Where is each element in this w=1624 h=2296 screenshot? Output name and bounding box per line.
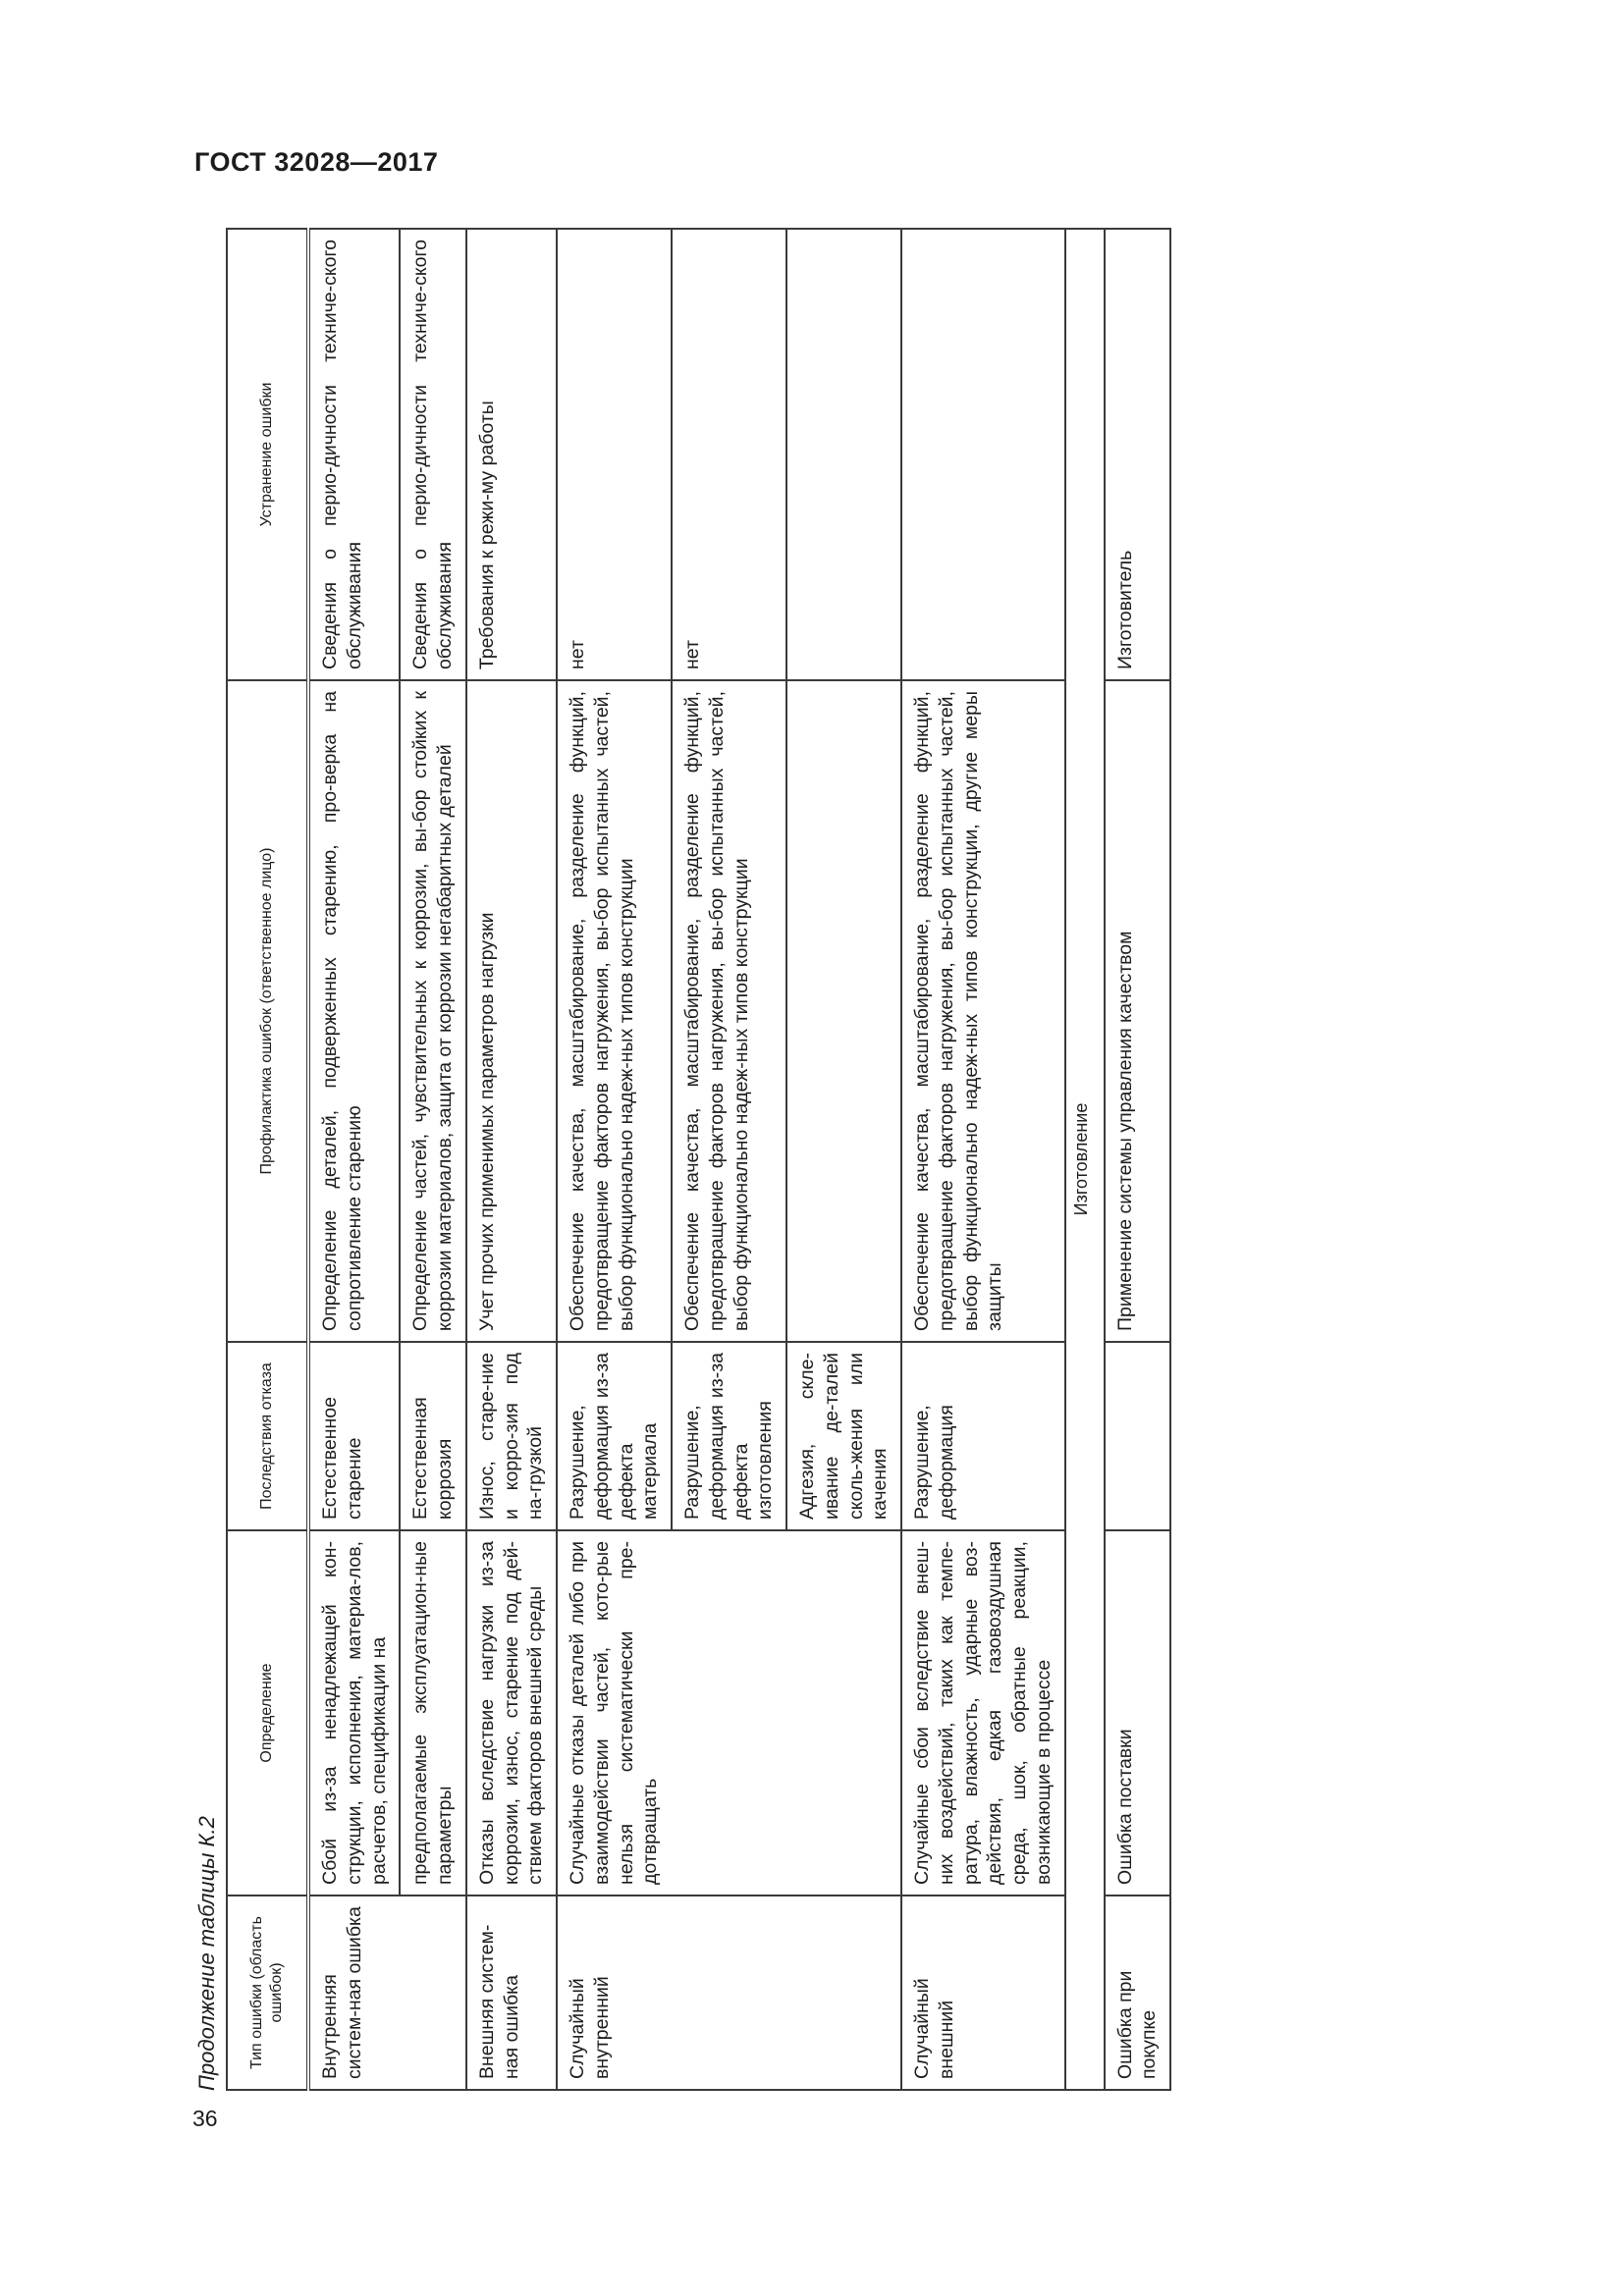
table-caption: Продолжение таблицы К.2 [194, 1816, 219, 2091]
cell-elimination: Изготовитель [1105, 229, 1171, 680]
header-prevention: Профилактика ошибок (ответственное лицо) [227, 680, 308, 1342]
cell-elimination [786, 229, 901, 680]
table-header-row [227, 229, 308, 2090]
failure-table [226, 228, 1171, 2091]
cell-elimination: нет [557, 229, 672, 680]
header-error-type: Тип ошибки (область ошибок) [227, 1896, 308, 2090]
cell-elimination: Сведения о перио-дичности техниче-ского обслуживания [308, 229, 400, 680]
cell-prevention: Обеспечение качества, масштабирование, разделение функций, предотвращение факторов нагружения, вы-бор испытанных частей, выбор функционально надеж-ных типов конструкции [557, 680, 672, 1342]
cell-consequence: Разрушение, деформация из-за дефекта изготовления [672, 1342, 786, 1530]
table-row [400, 229, 466, 2090]
cell-consequence: Разрушение, деформация из-за дефекта материала [557, 1342, 672, 1530]
cell-consequence: Разрушение, деформация [901, 1342, 1065, 1530]
table-row [557, 229, 672, 2090]
cell-definition: предполагаемые эксплуатацион-ные параметры [400, 1530, 466, 1896]
cell-consequence [1105, 1342, 1171, 1530]
cell-definition: Ошибка поставки [1105, 1530, 1171, 1896]
table-section-row [1065, 229, 1105, 2090]
cell-elimination: нет [672, 229, 786, 680]
cell-error-type: Ошибка при покупке [1105, 1896, 1171, 2090]
cell-consequence: Естественная коррозия [400, 1342, 466, 1530]
table-row [1105, 229, 1171, 2090]
cell-error-type: Внутренняя систем-ная ошибка [308, 1896, 466, 2090]
cell-error-type: Случайный внешний [901, 1896, 1065, 2090]
table-row [466, 229, 557, 2090]
cell-consequence: Естественное старение [308, 1342, 400, 1530]
cell-consequence: Адгезия, скле-ивание де-талей сколь-жения или качения [786, 1342, 901, 1530]
header-elimination: Устранение ошибки [227, 229, 308, 680]
cell-definition: Случайные отказы деталей либо при взаимодействии частей, кото-рые нельзя систематически пре-дотвращать [557, 1530, 901, 1896]
cell-prevention: Учет прочих применимых параметров нагрузки [466, 680, 557, 1342]
cell-prevention: Обеспечение качества, масштабирование, разделение функций, предотвращение факторов нагружения, вы-бор испытанных частей, выбор функционально надеж-ных типов конструкции [672, 680, 786, 1342]
document-title: ГОСТ 32028—2017 [194, 147, 439, 177]
cell-elimination: Сведения о перио-дичности техниче-ского обслуживания [400, 229, 466, 680]
cell-prevention [786, 680, 901, 1342]
cell-consequence: Износ, старе-ние и корро-зия под на-грузкой [466, 1342, 557, 1530]
header-consequence: Последствия отказа [227, 1342, 308, 1530]
cell-error-type: Внешняя систем-ная ошибка [466, 1896, 557, 2090]
cell-error-type: Случайный внутренний [557, 1896, 901, 2090]
table-row [308, 229, 400, 2090]
cell-prevention: Применение системы управления качеством [1105, 680, 1171, 1342]
header-definition: Определение [227, 1530, 308, 1896]
table-row [901, 229, 1065, 2090]
cell-elimination [901, 229, 1065, 680]
cell-definition: Отказы вследствие нагрузки из-за коррозии, износ, старение под дей-ствием факторов внешней среды [466, 1530, 557, 1896]
cell-definition: Сбой из-за ненадлежащей кон-струкции, исполнения, материа-лов, расчетов, спецификации на [308, 1530, 400, 1896]
cell-definition: Случайные сбои вследствие внеш-них воздействий, таких как темпе-ратура, влажность, ударные воз-действия, едкая газовоздушная среда, шок, обратные реакции, возникающие в процессе [901, 1530, 1065, 1896]
cell-prevention: Обеспечение качества, масштабирование, разделение функций, предотвращение факторов нагружения, вы-бор испытанных частей, выбор функционально надеж-ных типов конструкции, другие меры защиты [901, 680, 1065, 1342]
cell-prevention: Определение деталей, подверженных старению, про-верка на сопротивление старению [308, 680, 400, 1342]
page-number: 36 [192, 2106, 218, 2131]
rotated-table-block [187, 226, 1434, 2091]
cell-prevention: Определение частей, чувствительных к коррозии, вы-бор стойких к коррозии материалов, защита от коррозии негабаритных деталей [400, 680, 466, 1342]
section-heading: Изготовление [1065, 229, 1105, 2090]
cell-elimination: Требования к режи-му работы [466, 229, 557, 680]
